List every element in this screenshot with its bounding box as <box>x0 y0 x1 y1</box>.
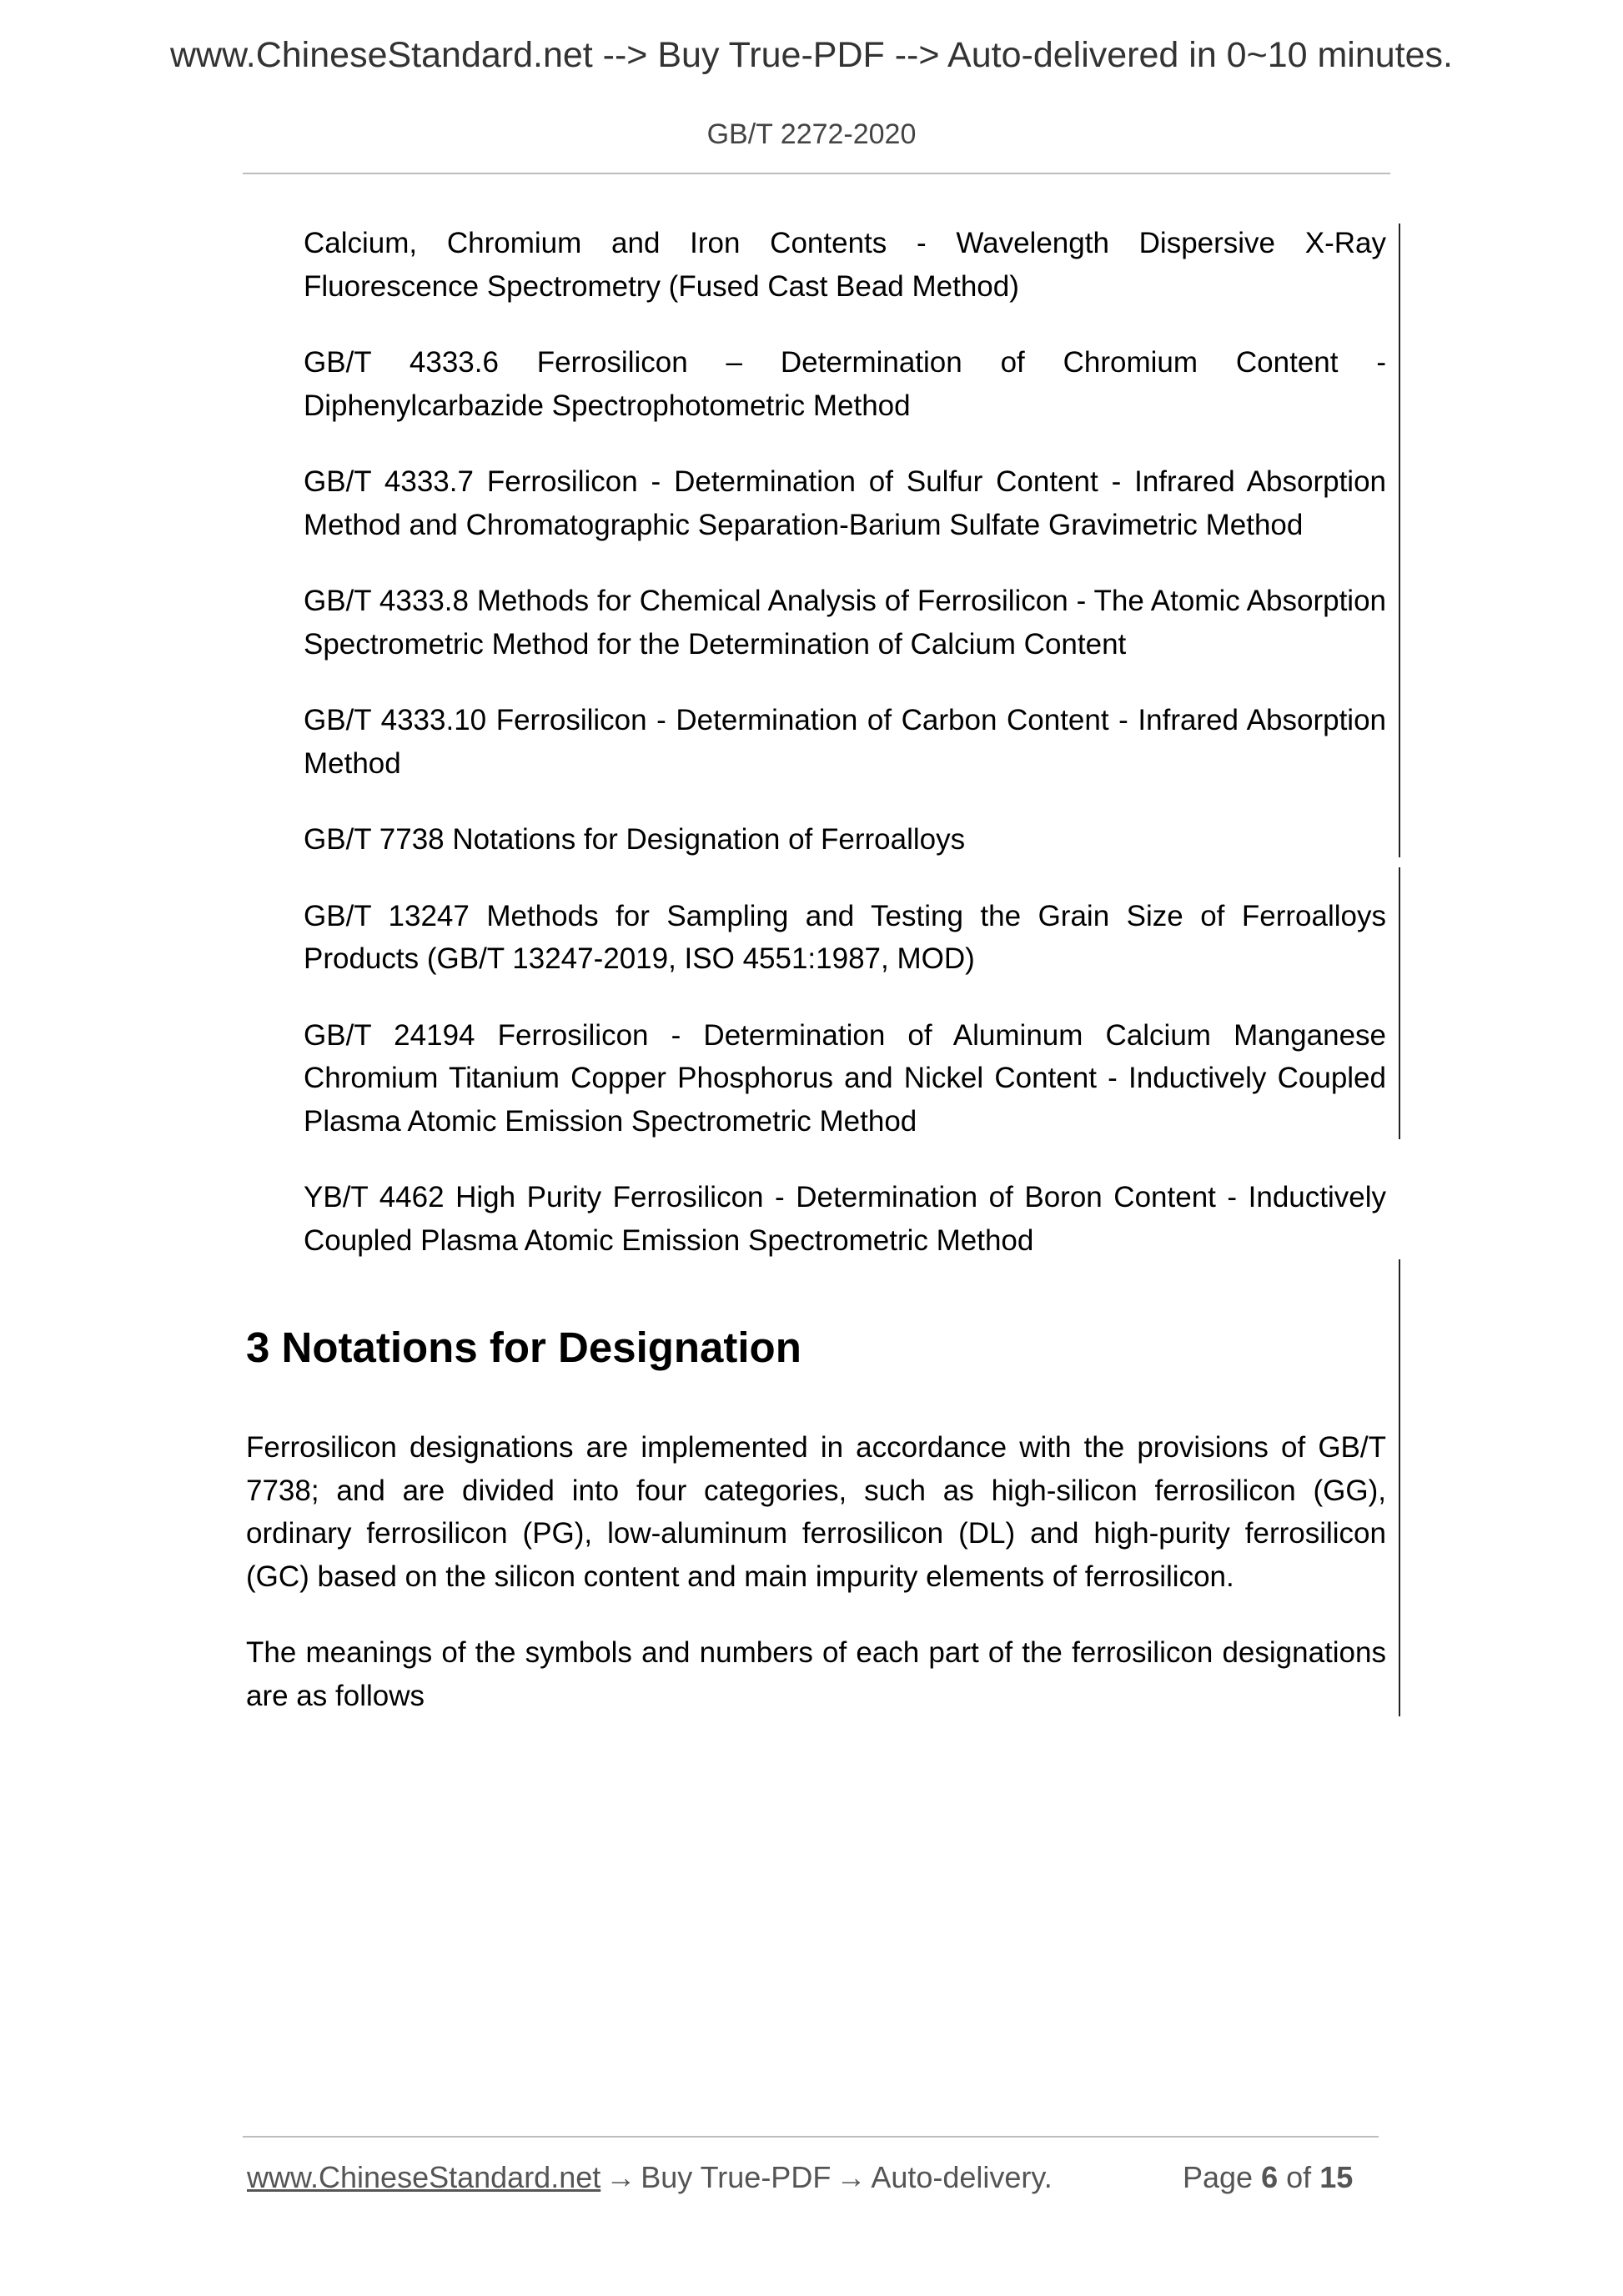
standard-number-header: GB/T 2272-2020 <box>706 118 917 150</box>
reference-item: GB/T 7738 Notations for Designation of Ferroalloys <box>304 823 966 856</box>
reference-item: GB/T 13247 Methods for Sampling and Testing the Grain Size of Ferroalloys Products (GB/T 13247-2019, ISO 4551:1987, MOD) <box>304 899 1386 975</box>
section-heading: 3 Notations for Designation <box>246 1324 801 1371</box>
reference-item: GB/T 4333.10 Ferrosilicon - Determination of Carbon Content - Infrared Absorption Method <box>304 704 1386 780</box>
change-bar <box>1399 224 1400 857</box>
page-label: Page <box>1183 2160 1254 2194</box>
reference-item: GB/T 4333.6 Ferrosilicon – Determination of Chromium Content - Diphenylcarbazide Spectrophotometric Method <box>304 346 1386 422</box>
footer-buy-text: Buy True-PDF <box>641 2160 832 2194</box>
reference-item: Calcium, Chromium and Iron Contents - Wavelength Dispersive X-Ray Fluorescence Spectrometry (Fused Cast Bead Method) <box>304 227 1386 303</box>
footer-site-link[interactable]: www.ChineseStandard.net <box>247 2160 601 2194</box>
reference-item: YB/T 4462 High Purity Ferrosilicon - Determination of Boron Content - Inductively Coupled Plasma Atomic Emission Spectrometric Method <box>304 1181 1386 1257</box>
header-divider <box>243 173 1390 174</box>
designation-paragraph: Ferrosilicon designations are implemented in accordance with the provisions of GB/T 7738; and are divided into four categories, such as high-silicon ferrosilicon (GG), ordinary ferrosilicon (PG), low-aluminum ferrosilicon (DL) and high-purity ferrosilicon (GC) based on the silicon content and main impurity elements of ferrosilicon. <box>246 1431 1386 1593</box>
arrow-right-icon: → <box>836 2160 867 2194</box>
page-indicator <box>1183 2160 1353 2195</box>
footer-divider <box>243 2136 1379 2138</box>
change-bar <box>1399 867 1400 1139</box>
top-banner: www.ChineseStandard.net --> Buy True-PDF --> Auto-delivered in 0~10 minutes. <box>169 35 1453 75</box>
page-of-label: of <box>1286 2160 1312 2194</box>
arrow-right-icon: → <box>605 2160 636 2194</box>
page-current: 6 <box>1261 2160 1279 2194</box>
reference-item: GB/T 24194 Ferrosilicon - Determination of Aluminum Calcium Manganese Chromium Titanium Copper Phosphorus and Nickel Content - Inductively Coupled Plasma Atomic Emission Spectrometric Method <box>304 1018 1386 1138</box>
reference-item: GB/T 4333.7 Ferrosilicon - Determination of Sulfur Content - Infrared Absorption Method and Chromatographic Separation-Barium Sulfate Gravimetric Method <box>304 465 1386 541</box>
normative-references-list <box>304 222 1386 1295</box>
change-bar <box>1399 1259 1400 1716</box>
symbols-meaning-paragraph: The meanings of the symbols and numbers of each part of the ferrosilicon designations are as follows <box>246 1636 1386 1712</box>
page-total: 15 <box>1319 2160 1354 2194</box>
footer-promo <box>247 2160 1053 2195</box>
reference-item: GB/T 4333.8 Methods for Chemical Analysis of Ferrosilicon - The Atomic Absorption Spectrometric Method for the Determination of Calcium Content <box>304 585 1386 661</box>
footer-delivery-text: Auto-delivery. <box>871 2160 1053 2194</box>
